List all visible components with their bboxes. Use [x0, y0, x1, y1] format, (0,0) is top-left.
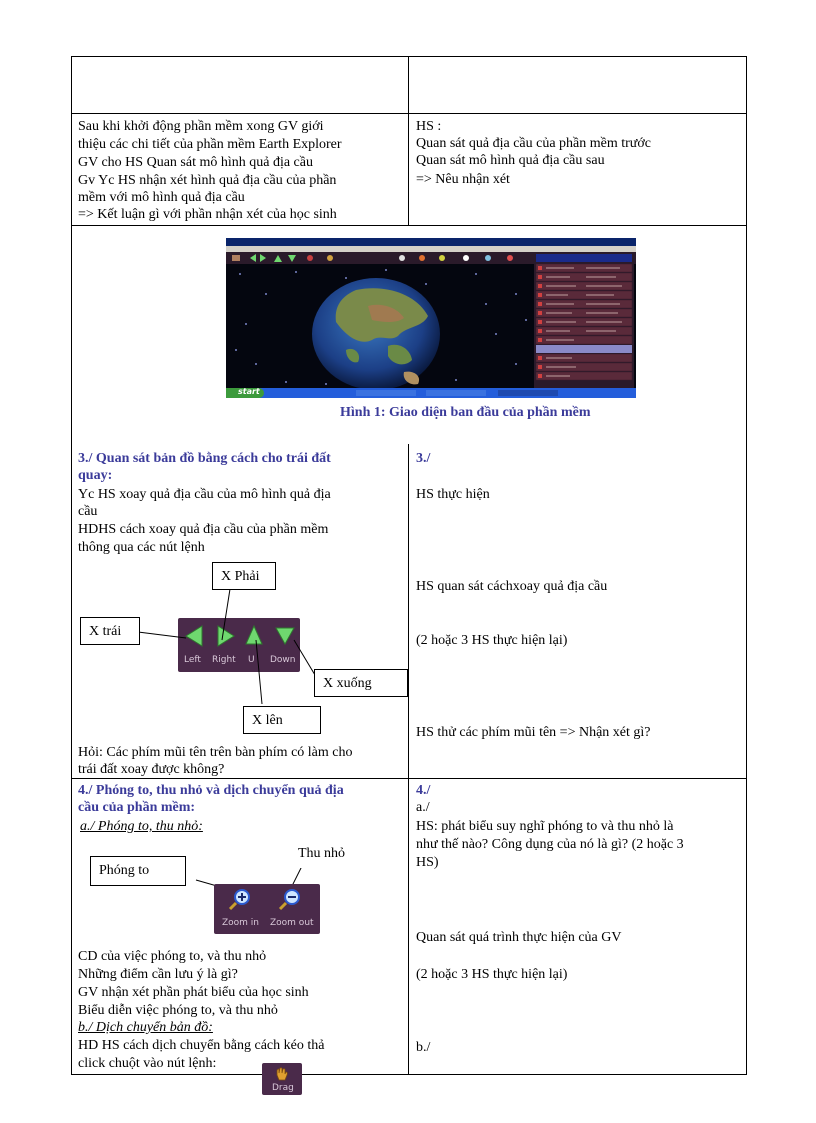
- section4-sub-b: b./ Dịch chuyển bản đồ:: [78, 1020, 213, 1035]
- section4-line: CD của việc phóng to, và thu nhỏ: [78, 949, 267, 964]
- section4-right-heading: 4./: [416, 783, 431, 798]
- section4-line: GV nhận xét phần phát biểu của học sinh: [78, 985, 309, 1000]
- section3-line: Yc HS xoay quả địa cầu của mô hình quả địa: [78, 487, 331, 502]
- row1-left-line: mềm với mô hình quả địa cầu: [78, 190, 245, 205]
- section4-right-line: như thế nào? Công dụng của nó là gì? (2 hoặc 3: [416, 837, 684, 852]
- section4-right-line: (2 hoặc 3 HS thực hiện lại): [416, 967, 568, 982]
- section3-question-line: Hỏi: Các phím mũi tên trên bàn phím có làm cho: [78, 745, 353, 760]
- row1-left-line: thiệu các chi tiết của phần mềm Earth Explorer: [78, 137, 342, 152]
- row1-right-line: Quan sát mô hình quả địa cầu sau: [416, 153, 605, 168]
- section3-right-line: HS thử các phím mũi tên => Nhận xét gì?: [416, 725, 651, 740]
- zoom-in-icon: [230, 890, 249, 909]
- section3-heading-line: 3./ Quan sát bản đồ bằng cách cho trái đất: [78, 451, 331, 466]
- row1-left-line: Gv Yc HS nhận xét hình quả địa cầu của phần: [78, 173, 337, 188]
- zoom-buttons: [214, 884, 320, 914]
- row1-left-line: Sau khi khởi động phần mềm xong GV giới: [78, 119, 324, 134]
- drag-label: Drag: [272, 1083, 294, 1093]
- section3-right-line: HS quan sát cáchxoay quả địa cầu: [416, 579, 608, 594]
- hand-icon: [274, 1067, 290, 1081]
- row1-left-line: GV cho HS Quan sát mô hình quả địa cầu: [78, 155, 313, 170]
- section4-right-a: a./: [416, 800, 430, 815]
- right-button-label: Right: [212, 655, 236, 665]
- zoom-out-label: Zoom out: [270, 918, 314, 928]
- zoom-in-label: Zoom in: [222, 918, 260, 928]
- section4-line: click chuột vào nút lệnh:: [78, 1056, 217, 1071]
- section4-heading-line: 4./ Phóng to, thu nhỏ và dịch chuyển quả địa: [78, 783, 344, 798]
- callout-up: X lên: [243, 706, 321, 734]
- section3-line: HDHS cách xoay quả địa cầu của phần mềm: [78, 522, 329, 537]
- row1-right-line: HS :: [416, 119, 442, 134]
- section3-question-line: trái đất xoay được không?: [78, 762, 225, 777]
- up-button-label: U: [248, 655, 255, 665]
- section3-line: thông qua các nút lệnh: [78, 540, 205, 555]
- figure-caption: Hình 1: Giao diện ban đầu của phần mềm: [340, 405, 591, 420]
- section4-right-line: HS: phát biểu suy nghĩ phóng to và thu nhỏ là: [416, 819, 674, 834]
- section4-line: HD HS cách dịch chuyển bằng cách kéo thả: [78, 1038, 325, 1053]
- section3-heading-line: quay:: [78, 468, 113, 483]
- section4-right-line: HS): [416, 855, 439, 870]
- zoom-out-icon: [280, 890, 299, 909]
- section4-right-b: b./: [416, 1040, 431, 1055]
- section3-right-heading: 3./: [416, 451, 431, 466]
- section3-right-line: HS thực hiện: [416, 487, 490, 502]
- section4-heading-line: cầu của phần mềm:: [78, 800, 196, 815]
- down-button-label: Down: [270, 655, 296, 665]
- drag-button-image: [262, 1063, 302, 1095]
- section3-line: cầu: [78, 504, 98, 519]
- section4-line: Biểu diễn việc phóng to, và thu nhỏ: [78, 1003, 278, 1018]
- row1-left-line: => Kết luận gì với phần nhận xét của học sinh: [78, 207, 337, 222]
- callout-right: X Phải: [212, 562, 276, 590]
- section4-sub-a: a./ Phóng to, thu nhỏ:: [80, 819, 203, 834]
- callout-zoom-in: Phóng to: [90, 856, 186, 886]
- section4-right-line: Quan sát quá trình thực hiện của GV: [416, 930, 622, 945]
- row1-right-line: => Nêu nhận xét: [416, 172, 510, 187]
- callout-down: X xuống: [314, 669, 408, 697]
- row1-right-line: Quan sát quả địa cầu của phần mềm trước: [416, 136, 652, 151]
- start-button-label: start: [238, 387, 260, 396]
- callout-zoom-out: Thu nhỏ: [290, 840, 360, 868]
- section3-right-line: (2 hoặc 3 HS thực hiện lại): [416, 633, 568, 648]
- section4-line: Những điểm cần lưu ý là gì?: [78, 967, 238, 982]
- callout-left: X trái: [80, 617, 140, 645]
- zoom-toolbar-image: [214, 884, 320, 934]
- left-button-label: Left: [184, 655, 201, 665]
